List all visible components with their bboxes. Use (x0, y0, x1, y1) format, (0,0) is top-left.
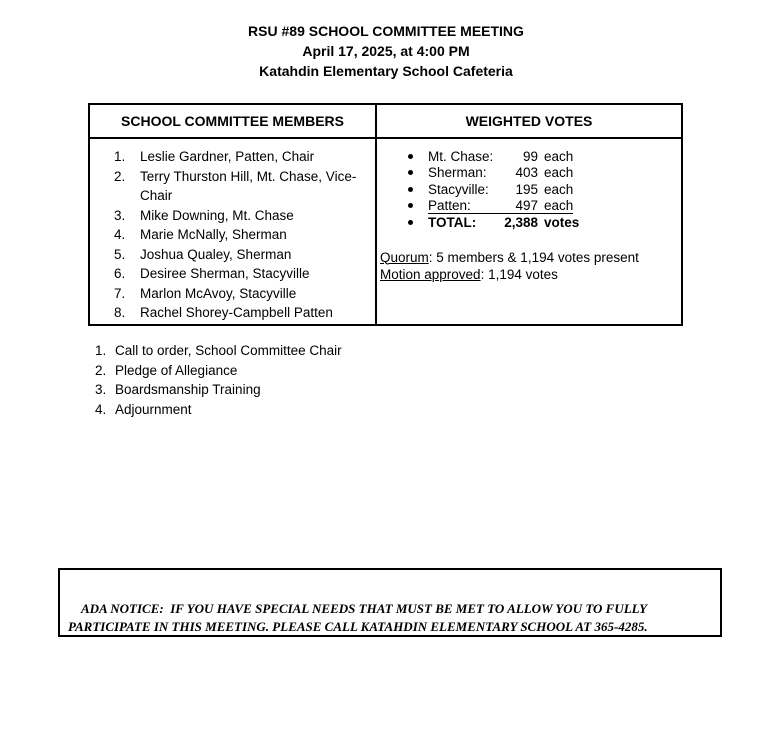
bullet-icon (408, 154, 413, 159)
member-name: Desiree Sherman, Stacyville (140, 266, 310, 281)
member-row (114, 303, 369, 323)
vote-unit: votes (544, 214, 580, 230)
member-row (114, 167, 369, 206)
motion-line (380, 266, 677, 284)
agenda-item (88, 341, 508, 361)
ada-notice-box (58, 568, 722, 637)
motion-label: Motion approved (380, 267, 481, 282)
agenda-number: 3. (95, 382, 107, 397)
vote-unit: each (544, 165, 574, 181)
agenda-number: 1. (95, 343, 107, 358)
member-name: Marlon McAvoy, Stacyville (140, 285, 297, 301)
member-name: Mike Downing, Mt. Chase (140, 207, 294, 223)
members-column-header: SCHOOL COMMITTEE MEMBERS (90, 105, 377, 137)
quorum-block (379, 249, 677, 284)
bullet-icon (408, 220, 413, 225)
vote-label: Stacyville: (428, 181, 489, 197)
member-row (114, 284, 369, 304)
meeting-title: RSU #89 SCHOOL COMMITTEE MEETING (248, 23, 524, 39)
member-number: 4. (114, 227, 126, 242)
vote-row (408, 165, 677, 182)
vote-row (408, 198, 677, 215)
agenda-list (88, 341, 508, 419)
bullet-icon (408, 170, 413, 175)
bullet-icon (408, 187, 413, 192)
meeting-datetime: April 17, 2025, at 4:00 PM (302, 43, 470, 59)
votes-cell (377, 139, 681, 324)
vote-label: TOTAL: (428, 214, 477, 230)
member-name: Leslie Gardner, Patten, Chair (140, 149, 315, 164)
vote-unit: each (544, 197, 574, 213)
committee-table (88, 103, 683, 326)
member-number: 7. (114, 285, 126, 301)
member-name: Joshua Qualey, Sherman (140, 246, 292, 262)
member-number: 2. (114, 168, 126, 184)
ada-notice-text: ADA NOTICE: IF YOU HAVE SPECIAL NEEDS THAT MUST BE MET TO ALLOW YOU TO FULLY PARTICIPATE IN THIS MEETING. PLEASE CALL KATAHDIN ELEMENTARY SCHOOL AT 365-4285. (68, 601, 650, 634)
members-cell (90, 139, 377, 324)
vote-total-row (408, 214, 677, 231)
motion-text: : 1,194 votes (480, 267, 558, 282)
agenda-text: Pledge of Allegiance (115, 362, 238, 378)
votes-column-header: WEIGHTED VOTES (465, 113, 593, 129)
member-row (114, 225, 369, 245)
member-number: 8. (114, 305, 126, 320)
agenda-text: Boardsmanship Training (115, 382, 261, 397)
weighted-votes-list (379, 148, 677, 231)
vote-unit: each (544, 148, 574, 164)
table-header-row (90, 105, 681, 139)
quorum-label: Quorum (380, 249, 429, 265)
quorum-line (380, 249, 677, 267)
member-row (114, 206, 369, 226)
member-name: Terry Thurston Hill, Mt. Chase, Vice-Chair (140, 168, 357, 203)
agenda-text: Adjournment (115, 401, 192, 417)
member-name: Marie McNally, Sherman (140, 227, 287, 242)
table-body-row (90, 139, 681, 324)
vote-unit: each (544, 181, 574, 197)
agenda-item (88, 400, 508, 420)
agenda-number: 2. (95, 362, 107, 378)
member-number: 5. (114, 246, 126, 262)
agenda-number: 4. (95, 401, 107, 417)
member-row (114, 245, 369, 265)
vote-label: Patten: (428, 197, 471, 213)
vote-row (408, 148, 677, 165)
vote-value: 497 (515, 197, 538, 213)
meeting-location: Katahdin Elementary School Cafeteria (259, 63, 513, 79)
vote-value: 2,388 (504, 214, 538, 230)
document-header (0, 21, 772, 81)
member-name: Rachel Shorey-Campbell Patten (140, 305, 333, 320)
agenda-item (88, 361, 508, 381)
member-number: 3. (114, 207, 126, 223)
vote-label: Sherman: (428, 165, 487, 181)
member-row (114, 264, 369, 284)
quorum-text: : 5 members & 1,194 votes present (428, 249, 639, 265)
vote-value: 403 (515, 165, 538, 181)
vote-label: Mt. Chase: (428, 148, 494, 164)
member-number: 6. (114, 266, 126, 281)
agenda-item (88, 380, 508, 400)
member-row (114, 147, 369, 167)
member-number: 1. (114, 149, 126, 164)
bullet-icon (408, 203, 413, 208)
vote-row (408, 181, 677, 198)
agenda-text: Call to order, School Committee Chair (115, 343, 342, 358)
vote-value: 99 (522, 148, 538, 164)
vote-value: 195 (515, 181, 538, 197)
